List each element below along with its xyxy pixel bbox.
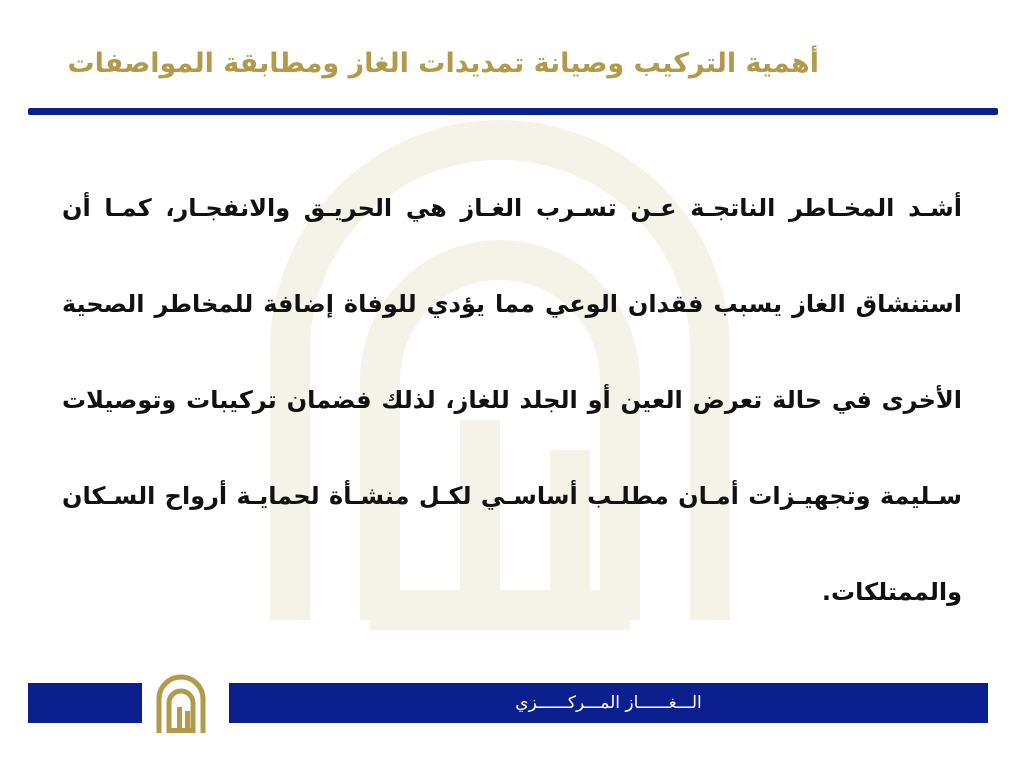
slide-body-paragraph: أشـد المخـاطر الناتجـة عـن تسـرب الغـاز هي الحريـق والانفجـار، كمـا أن استنشاق الغاز يسبب فقدان الوعي مما يؤدي للوفاة إضافة للمخاطر الصحية الأخرى في حالة تعرض العين أو الجلد للغاز، لذلك فضمان تركيبات وتوصيلات سـليمة وتجهيـزات أمـان مطلـب أساسـي لكـل منشـأة لحمايـة أرواح السـكان والممتلكات. (62, 194, 962, 606)
title-divider (28, 108, 998, 115)
footer-company-name: الـــغــــــاز المـــركــــــزي (515, 693, 702, 713)
slide-title: أهمية التركيب وصيانة تمديدات الغاز ومطابقة المواصفات (67, 48, 819, 79)
company-logo-icon (153, 673, 209, 735)
footer-left-bar (28, 683, 142, 723)
